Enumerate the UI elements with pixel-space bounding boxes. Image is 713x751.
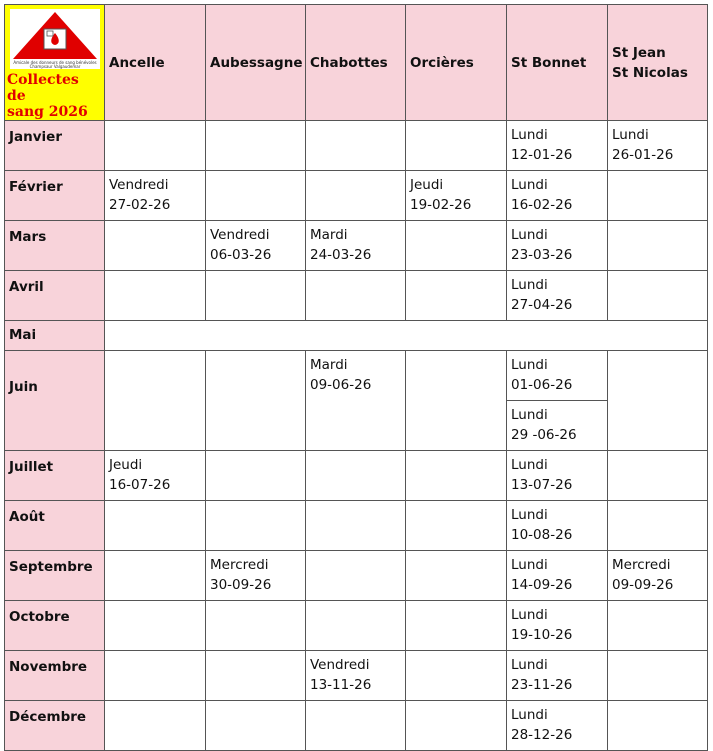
schedule-cell-stbonnet xyxy=(507,401,608,451)
schedule-cell-stjean xyxy=(608,701,708,751)
schedule-cell-stjean xyxy=(608,601,708,651)
schedule-cell-stjean xyxy=(608,551,708,601)
month-row xyxy=(5,221,708,271)
schedule-cell-orcieres xyxy=(406,171,507,221)
cell-line: 27-04-26 xyxy=(511,297,573,313)
empty-month-cell xyxy=(105,321,708,351)
schedule-cell-stbonnet xyxy=(507,451,608,501)
schedule-cell-orcieres xyxy=(406,271,507,321)
cell-line: 26-01-26 xyxy=(612,147,674,163)
month-label: Mai xyxy=(5,321,105,351)
month-row xyxy=(5,351,708,401)
schedule-cell-ancelle xyxy=(105,351,206,451)
month-row xyxy=(5,121,708,171)
schedule-cell-stbonnet xyxy=(507,701,608,751)
schedule-cell-stjean xyxy=(608,221,708,271)
schedule-cell-stbonnet xyxy=(507,351,608,401)
schedule-cell-aubessagne xyxy=(206,351,306,451)
schedule-cell-stbonnet xyxy=(507,171,608,221)
schedule-cell-aubessagne xyxy=(206,551,306,601)
cell-line: 13-07-26 xyxy=(511,477,573,493)
schedule-cell-ancelle xyxy=(105,551,206,601)
schedule-cell-stbonnet xyxy=(507,121,608,171)
column-header-stbonnet xyxy=(507,5,608,121)
cell-line: Lundi xyxy=(511,707,548,723)
schedule-cell-orcieres xyxy=(406,451,507,501)
cell-line: Lundi xyxy=(511,557,548,573)
schedule-cell-chabottes xyxy=(306,221,406,271)
column-header-line: St Jean xyxy=(612,44,666,61)
schedule-cell-chabottes xyxy=(306,121,406,171)
cell-line: 19-10-26 xyxy=(511,627,573,643)
month-row xyxy=(5,601,708,651)
schedule-cell-chabottes xyxy=(306,171,406,221)
column-header-ancelle xyxy=(105,5,206,121)
schedule-cell-stjean xyxy=(608,171,708,221)
column-header-stjean xyxy=(608,5,708,121)
schedule-cell-stbonnet xyxy=(507,651,608,701)
schedule-cell-orcieres xyxy=(406,501,507,551)
cell-line: 06-03-26 xyxy=(210,247,272,263)
schedule-cell-aubessagne xyxy=(206,171,306,221)
month-label: Janvier xyxy=(5,121,105,171)
schedule-cell-orcieres xyxy=(406,551,507,601)
cell-line: Mardi xyxy=(310,357,348,373)
collection-schedule-table xyxy=(4,4,708,751)
header-row xyxy=(5,5,708,121)
month-label: Juillet xyxy=(5,451,105,501)
cell-line: Mardi xyxy=(310,227,348,243)
month-row xyxy=(5,171,708,221)
column-header-line: Aubessagne xyxy=(210,54,303,71)
schedule-cell-ancelle xyxy=(105,221,206,271)
cell-line: Vendredi xyxy=(109,177,169,193)
schedule-cell-orcieres xyxy=(406,351,507,451)
schedule-cell-chabottes xyxy=(306,601,406,651)
schedule-cell-stbonnet xyxy=(507,551,608,601)
schedule-cell-aubessagne xyxy=(206,651,306,701)
cell-line: 14-09-26 xyxy=(511,577,573,593)
cell-line: Lundi xyxy=(511,607,548,623)
schedule-cell-ancelle xyxy=(105,271,206,321)
month-label: Septembre xyxy=(5,551,105,601)
cell-line: 23-11-26 xyxy=(511,677,573,693)
schedule-cell-ancelle xyxy=(105,451,206,501)
schedule-cell-ancelle xyxy=(105,601,206,651)
month-row xyxy=(5,651,708,701)
schedule-cell-stjean xyxy=(608,451,708,501)
month-label: Novembre xyxy=(5,651,105,701)
column-header-line: Ancelle xyxy=(109,54,165,71)
cell-line: 16-07-26 xyxy=(109,477,171,493)
cell-line: 01-06-26 xyxy=(511,377,573,393)
schedule-cell-aubessagne xyxy=(206,221,306,271)
schedule-cell-orcieres xyxy=(406,221,507,271)
schedule-cell-aubessagne xyxy=(206,271,306,321)
schedule-cell-ancelle xyxy=(105,121,206,171)
schedule-cell-ancelle xyxy=(105,171,206,221)
month-label: Avril xyxy=(5,271,105,321)
cell-line: 19-02-26 xyxy=(410,197,472,213)
blood-donation-triangle-icon xyxy=(10,9,100,69)
cell-line: Lundi xyxy=(511,277,548,293)
column-header-aubessagne xyxy=(206,5,306,121)
schedule-cell-orcieres xyxy=(406,121,507,171)
schedule-cell-orcieres xyxy=(406,651,507,701)
blood-donation-logo xyxy=(10,9,100,69)
month-row xyxy=(5,551,708,601)
logo-title-line2: sang 2026 xyxy=(7,104,88,120)
column-header-line: St Bonnet xyxy=(511,54,587,71)
month-row xyxy=(5,451,708,501)
schedule-cell-ancelle xyxy=(105,501,206,551)
cell-line: Lundi xyxy=(511,177,548,193)
cell-line: Lundi xyxy=(511,457,548,473)
schedule-cell-ancelle xyxy=(105,701,206,751)
cell-line: 13-11-26 xyxy=(310,677,372,693)
schedule-cell-aubessagne xyxy=(206,601,306,651)
cell-line: 30-09-26 xyxy=(210,577,272,593)
month-label: Mars xyxy=(5,221,105,271)
column-header-line: Chabottes xyxy=(310,54,388,71)
schedule-cell-chabottes xyxy=(306,551,406,601)
cell-line: Vendredi xyxy=(310,657,370,673)
schedule-cell-chabottes xyxy=(306,651,406,701)
cell-line: 12-01-26 xyxy=(511,147,573,163)
schedule-cell-aubessagne xyxy=(206,701,306,751)
logo-caption-line2: Champsaur Valgaudemar xyxy=(29,64,80,69)
schedule-cell-orcieres xyxy=(406,701,507,751)
cell-line: 09-09-26 xyxy=(612,577,674,593)
cell-line: Jeudi xyxy=(410,177,444,193)
month-label: Juin xyxy=(5,351,105,451)
month-row xyxy=(5,321,708,351)
schedule-cell-stbonnet xyxy=(507,221,608,271)
schedule-cell-stjean xyxy=(608,651,708,701)
schedule-cell-chabottes xyxy=(306,451,406,501)
cell-line: Lundi xyxy=(511,657,548,673)
schedule-cell-stjean xyxy=(608,271,708,321)
logo-title xyxy=(5,69,104,120)
cell-line: 27-02-26 xyxy=(109,197,171,213)
cell-line: Lundi xyxy=(612,127,649,143)
cell-line: 10-08-26 xyxy=(511,527,573,543)
column-header-line: St Nicolas xyxy=(612,64,688,81)
schedule-cell-chabottes xyxy=(306,351,406,451)
schedule-cell-chabottes xyxy=(306,501,406,551)
schedule-cell-stbonnet xyxy=(507,271,608,321)
month-row xyxy=(5,501,708,551)
logo-cell xyxy=(5,5,105,121)
cell-line: Lundi xyxy=(511,357,548,373)
month-row xyxy=(5,271,708,321)
schedule-cell-stjean xyxy=(608,121,708,171)
schedule-cell-stbonnet xyxy=(507,501,608,551)
cell-line: 28-12-26 xyxy=(511,727,573,743)
cell-line: Lundi xyxy=(511,127,548,143)
column-header-orcieres xyxy=(406,5,507,121)
schedule-cell-stbonnet xyxy=(507,601,608,651)
cell-line: Mercredi xyxy=(612,557,671,573)
cell-line: Lundi xyxy=(511,227,548,243)
schedule-cell-stjean xyxy=(608,501,708,551)
month-label: Août xyxy=(5,501,105,551)
cell-line: 24-03-26 xyxy=(310,247,372,263)
logo-caption-line1: Amicale des donneurs de sang bénévoles xyxy=(12,60,97,65)
month-label: Octobre xyxy=(5,601,105,651)
schedule-cell-aubessagne xyxy=(206,501,306,551)
cell-line: 16-02-26 xyxy=(511,197,573,213)
column-header-line: Orcières xyxy=(410,54,474,71)
month-label: Décembre xyxy=(5,701,105,751)
cell-line: 29 -06-26 xyxy=(511,427,577,443)
schedule-cell-chabottes xyxy=(306,701,406,751)
logo-title-line1: Collectes de xyxy=(7,72,79,104)
cell-line: Vendredi xyxy=(210,227,270,243)
schedule-cell-orcieres xyxy=(406,601,507,651)
schedule-cell-ancelle xyxy=(105,651,206,701)
cell-line: Lundi xyxy=(511,507,548,523)
cell-line: Mercredi xyxy=(210,557,269,573)
column-header-chabottes xyxy=(306,5,406,121)
cell-line: 09-06-26 xyxy=(310,377,372,393)
cell-line: 23-03-26 xyxy=(511,247,573,263)
schedule-cell-aubessagne xyxy=(206,121,306,171)
cell-line: Lundi xyxy=(511,407,548,423)
cell-line: Jeudi xyxy=(109,457,143,473)
schedule-cell-aubessagne xyxy=(206,451,306,501)
schedule-cell-stjean xyxy=(608,351,708,451)
month-label: Février xyxy=(5,171,105,221)
schedule-cell-chabottes xyxy=(306,271,406,321)
month-row xyxy=(5,701,708,751)
